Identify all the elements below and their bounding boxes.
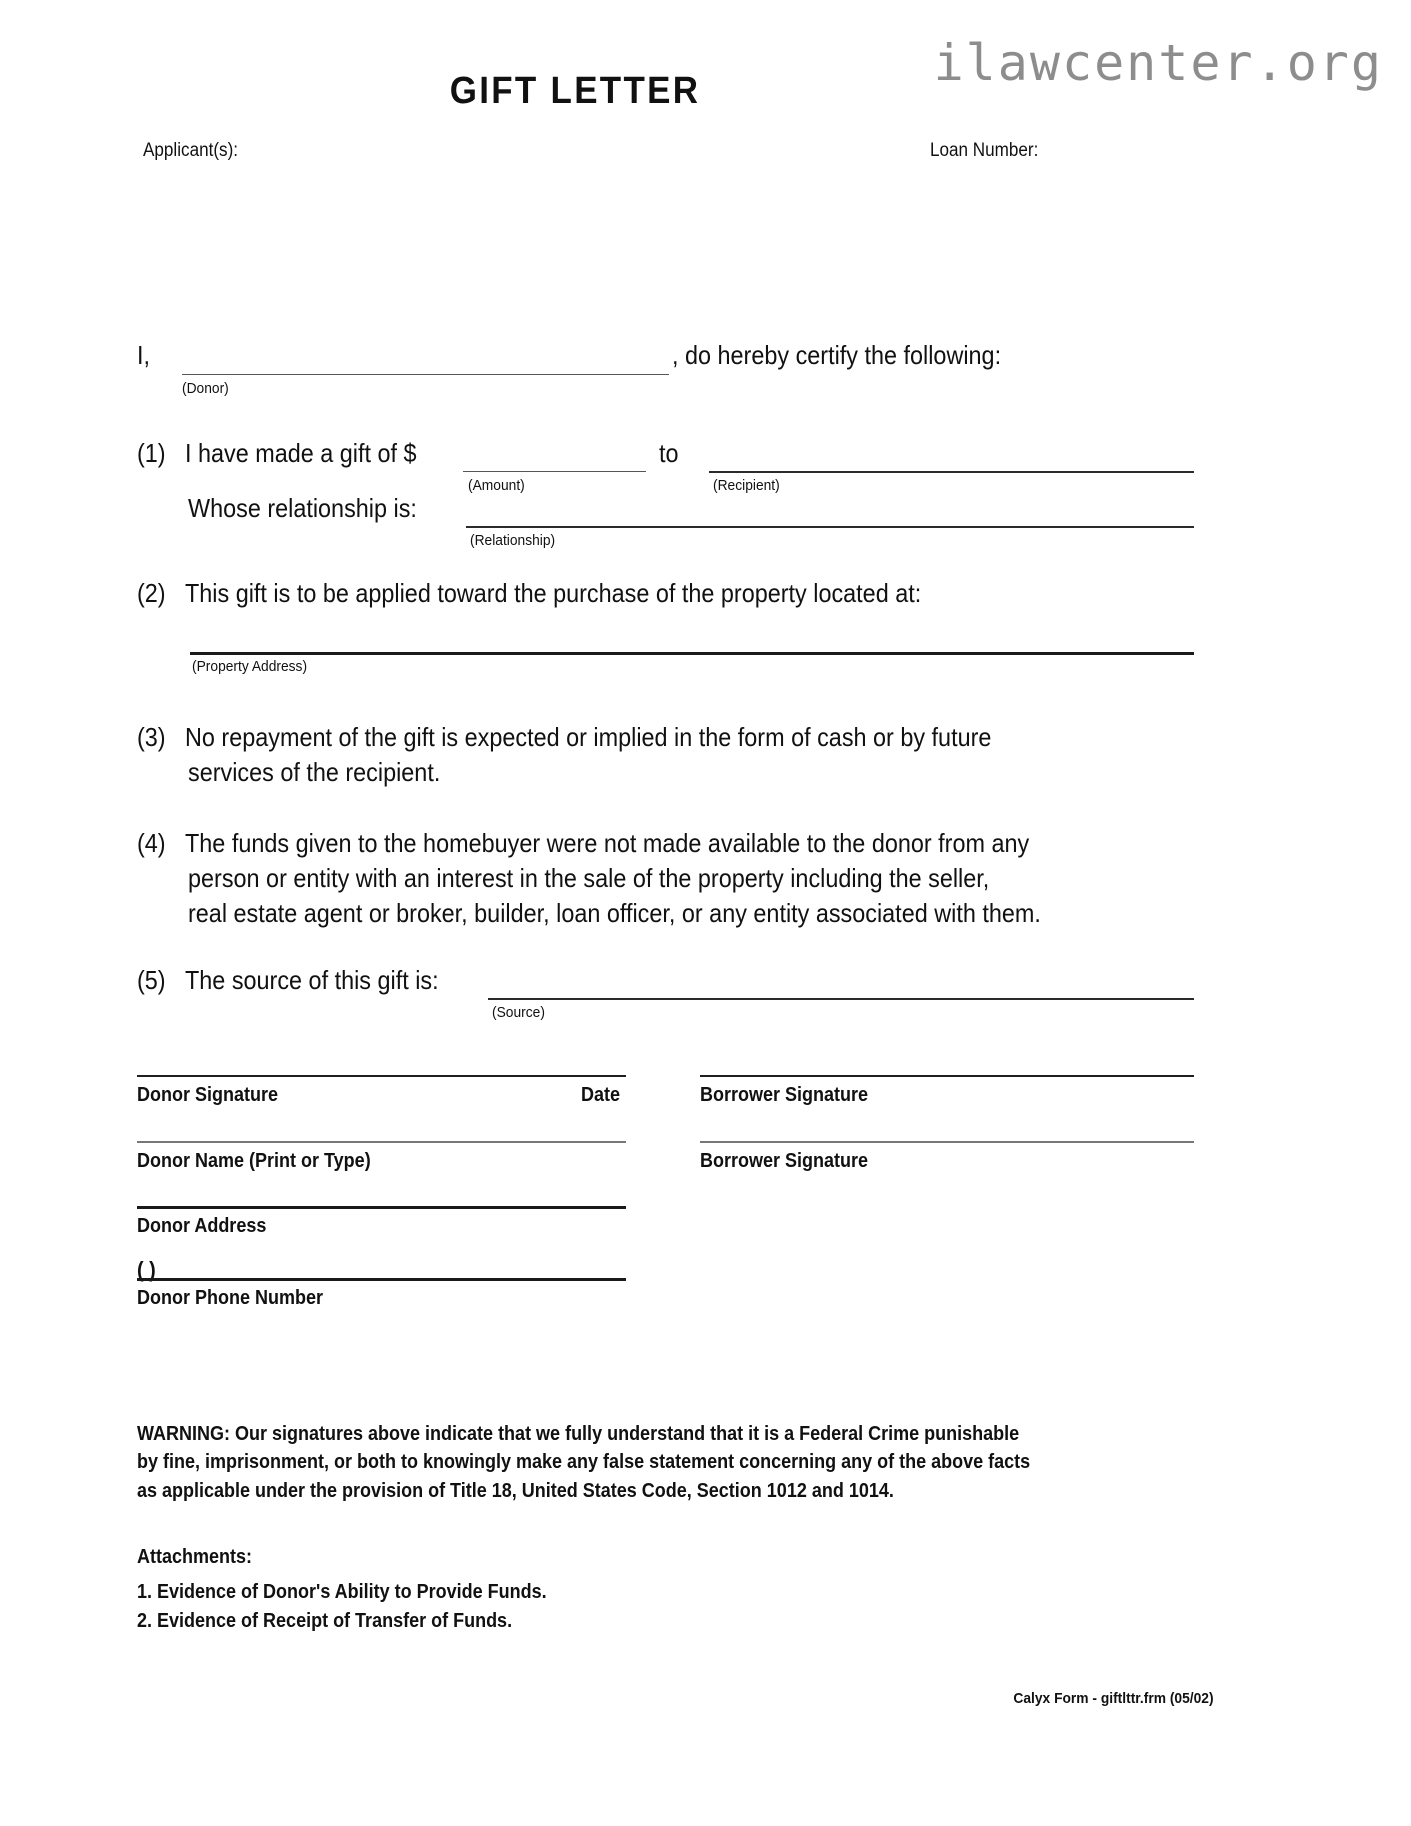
property-address-caption: (Property Address) (192, 658, 308, 675)
applicants-label: Applicant(s): (143, 140, 239, 161)
clause-3-number: (3) (137, 722, 166, 752)
clause-3-line-2: services of the recipient. (188, 757, 441, 787)
donor-phone-label: Donor Phone Number (137, 1287, 324, 1309)
borrower-signature-1-label: Borrower Signature (700, 1084, 869, 1106)
attachment-item-1: 1. Evidence of Donor's Ability to Provide Funds. (137, 1581, 547, 1603)
source-caption: (Source) (492, 1004, 545, 1021)
relationship-caption: (Relationship) (470, 532, 556, 549)
donor-address-blank[interactable] (137, 1206, 626, 1209)
donor-address-label: Donor Address (137, 1215, 267, 1237)
property-address-blank[interactable] (190, 652, 1194, 655)
clause-4-line-2: person or entity with an interest in the sale of the property including the seller, (188, 863, 990, 893)
donor-name-label: Donor Name (Print or Type) (137, 1150, 371, 1172)
warning-block (137, 1420, 1127, 1505)
donor-phone-blank[interactable] (137, 1278, 626, 1281)
clause-4-number: (4) (137, 828, 166, 858)
site-watermark: ilawcenter.org (933, 34, 1383, 92)
donor-signature-blank[interactable] (137, 1075, 626, 1077)
amount-caption: (Amount) (468, 477, 525, 494)
clause-5-number: (5) (137, 965, 166, 995)
donor-caption: (Donor) (182, 380, 229, 397)
loan-number-label: Loan Number: (930, 140, 1039, 161)
attachments-block (137, 1543, 547, 1636)
gift-amount-blank[interactable] (463, 471, 646, 472)
certification-intro (0, 340, 1411, 400)
clause-4-line-3: real estate agent or broker, builder, loan officer, or any entity associated with them. (188, 898, 1041, 928)
clause-1-number: (1) (137, 438, 166, 468)
attachment-item-2: 2. Evidence of Receipt of Transfer of Funds. (137, 1610, 513, 1632)
clause-1-to: to (659, 438, 679, 468)
clause-3-line-1: No repayment of the gift is expected or implied in the form of cash or by future (185, 722, 992, 752)
relationship-blank[interactable] (466, 526, 1194, 528)
clause-2-number: (2) (137, 578, 166, 608)
recipient-caption: (Recipient) (713, 477, 780, 494)
intro-tail: , do hereby certify the following: (672, 340, 1002, 370)
warning-line-2: by fine, imprisonment, or both to knowingly make any false statement concerning any of the above facts (137, 1451, 1031, 1474)
header-fields-row (0, 140, 1411, 166)
recipient-blank[interactable] (709, 471, 1194, 473)
source-blank[interactable] (488, 998, 1194, 1000)
borrower-signature-1-blank[interactable] (700, 1075, 1194, 1077)
phone-area-code-parens[interactable]: ( ) (137, 1257, 156, 1282)
page-title: GIFT LETTER (449, 70, 701, 112)
clause-2-text: This gift is to be applied toward the purchase of the property located at: (185, 578, 922, 608)
form-footer: Calyx Form - giftlttr.frm (05/02) (1013, 1690, 1214, 1707)
donor-name-blank[interactable] (182, 374, 669, 375)
borrower-signature-2-label: Borrower Signature (700, 1150, 869, 1172)
clause-1-text: I have made a gift of $ (185, 438, 417, 468)
borrower-signature-2-blank[interactable] (700, 1141, 1194, 1143)
clause-5-text: The source of this gift is: (185, 965, 439, 995)
donor-signature-label: Donor Signature (137, 1084, 279, 1106)
warning-line-1: WARNING: Our signatures above indicate that we fully understand that it is a Federal Crime punishable (137, 1423, 1020, 1445)
attachments-title: Attachments: (137, 1546, 253, 1568)
clause-4-line-1: The funds given to the homebuyer were not made available to the donor from any (185, 828, 1030, 858)
relationship-text: Whose relationship is: (188, 493, 417, 523)
date-label: Date (581, 1084, 621, 1106)
intro-lead: I, (137, 340, 151, 370)
warning-line-3: as applicable under the provision of Title 18, United States Code, Section 1012 and 1014. (137, 1479, 894, 1502)
donor-name-print-blank[interactable] (137, 1141, 626, 1143)
